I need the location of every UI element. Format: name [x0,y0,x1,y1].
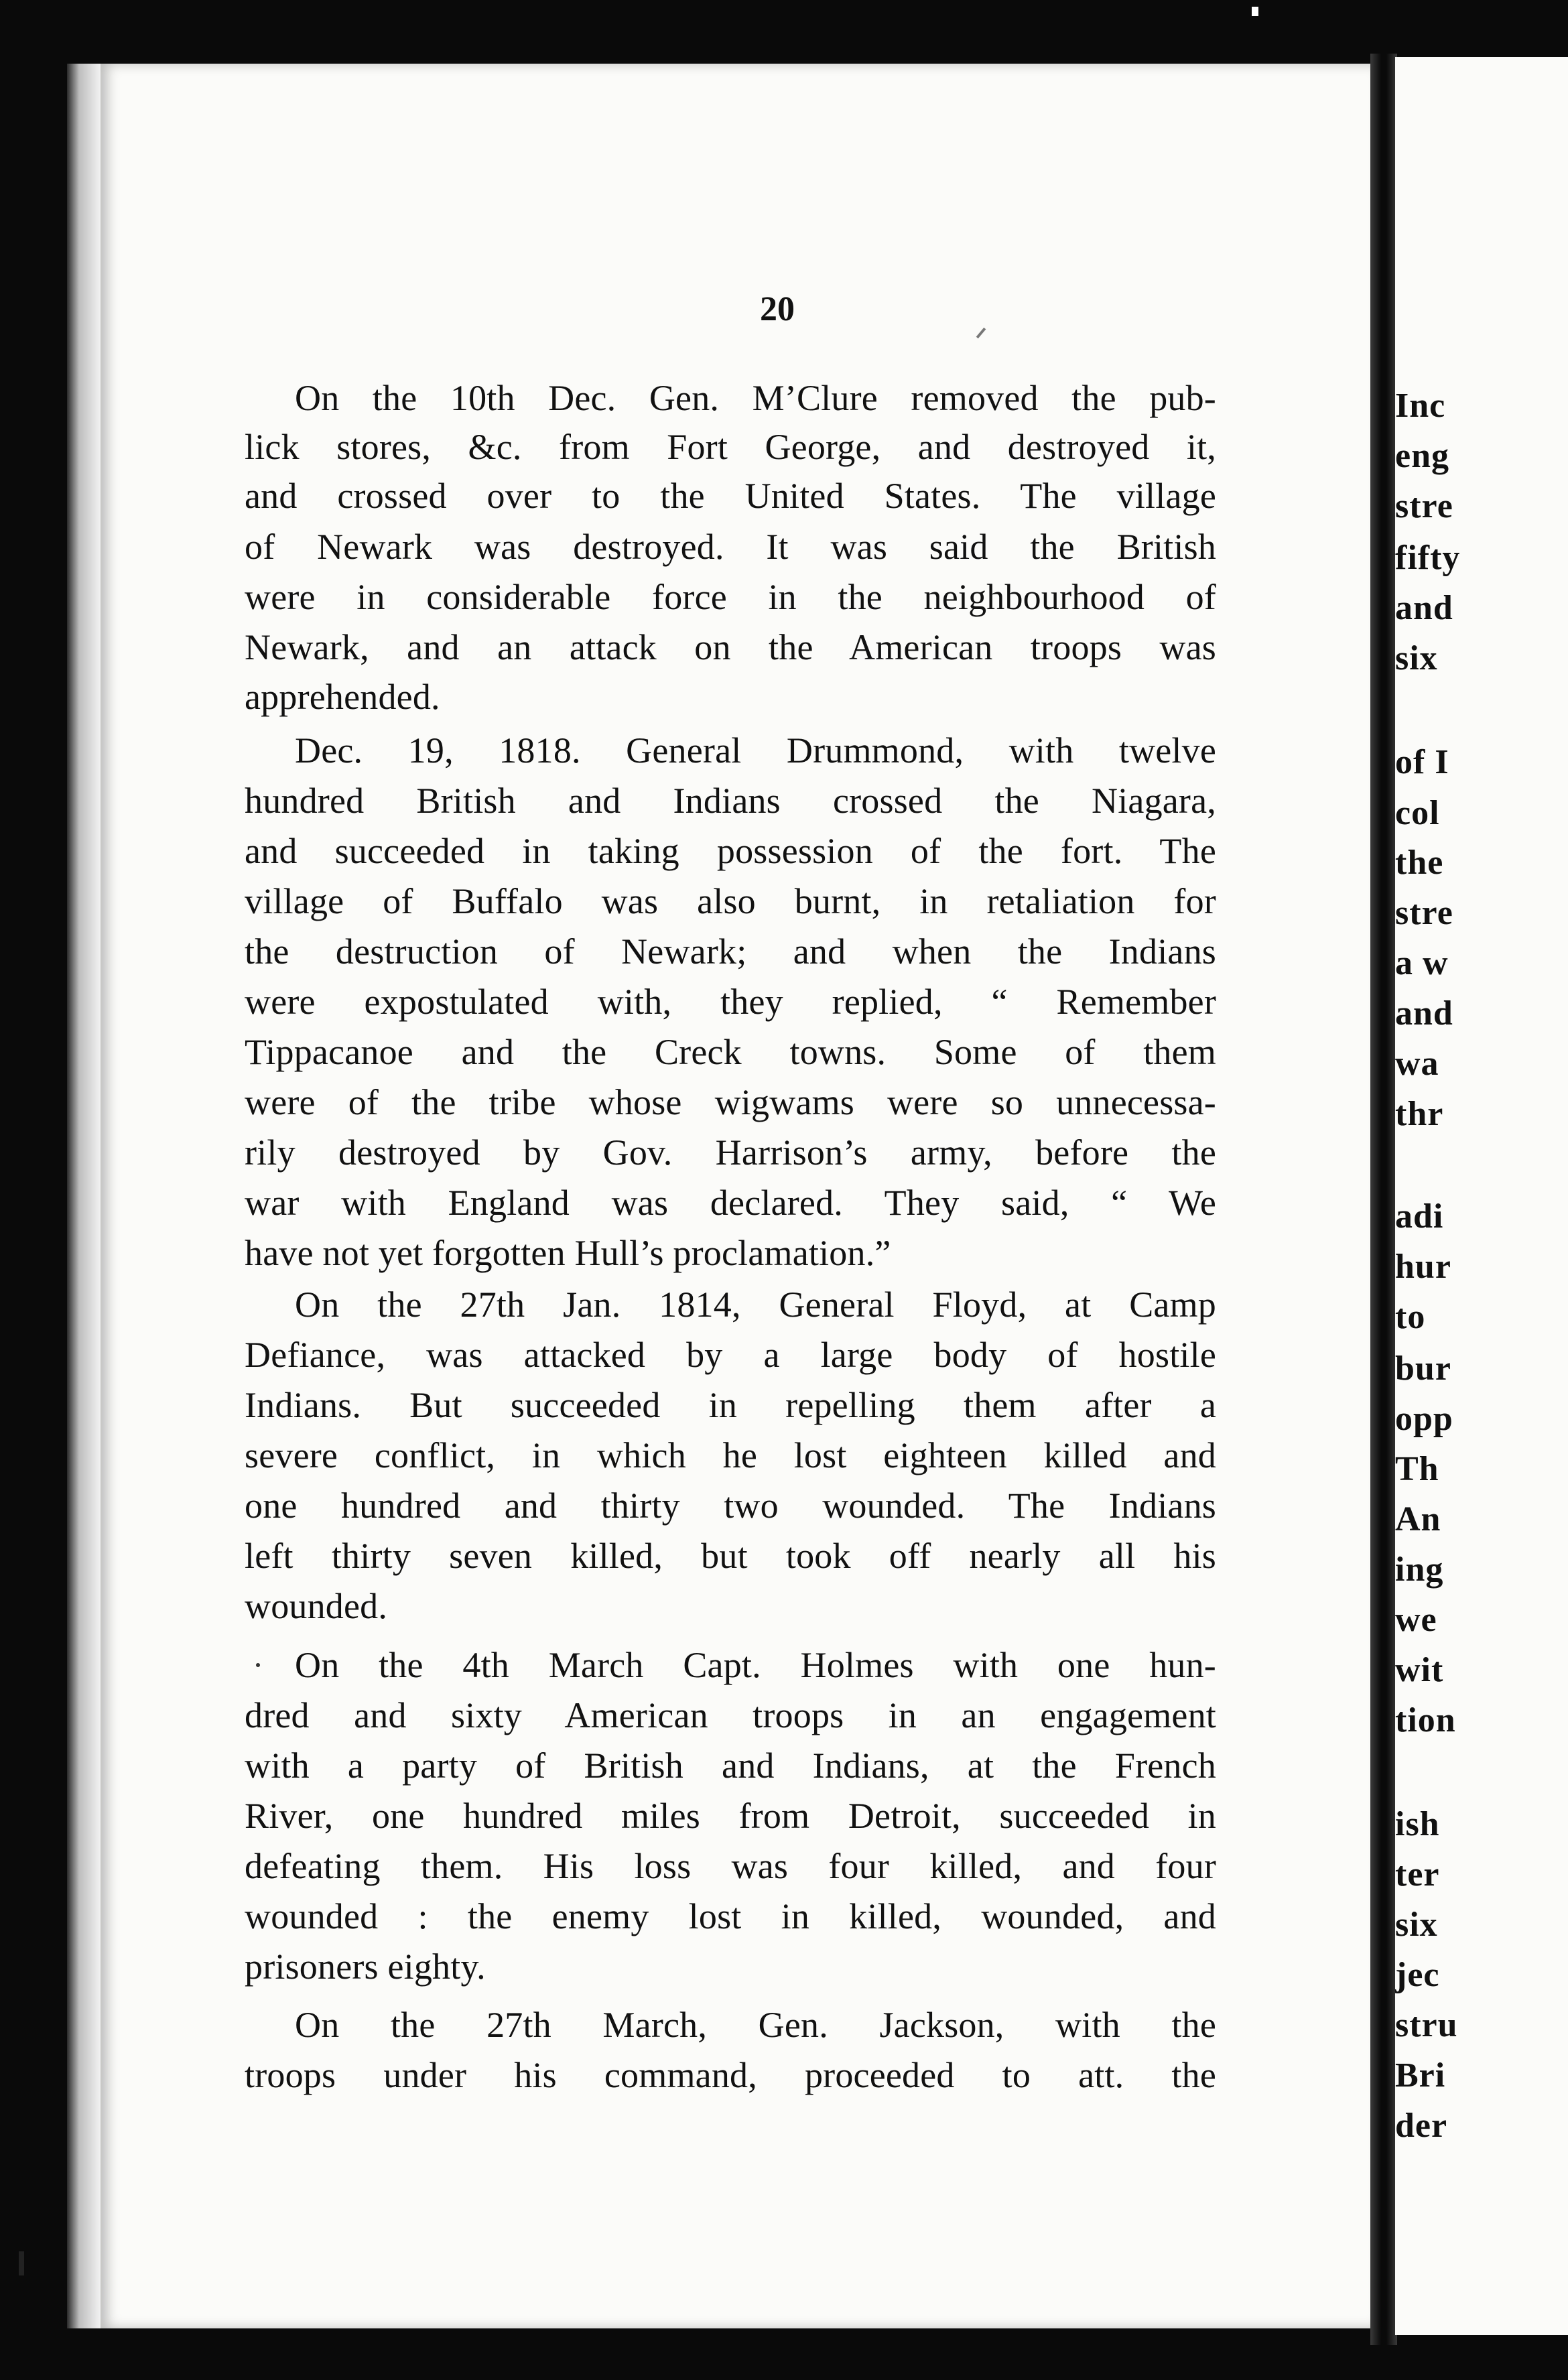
scan-speck [1252,7,1258,16]
body-text-line: On the 10th Dec. Gen. M’Clure removed the pub- [295,378,1216,418]
right-page-fragment: six [1395,639,1438,677]
body-text-line: River, one hundred miles from Detroit, succeeded in [245,1796,1216,1836]
body-text-line: lick stores, &c. from Fort George, and destroyed it, [245,427,1216,467]
right-page-fragment: col [1395,794,1440,832]
body-text-line: one hundred and thirty two wounded. The Indians [245,1485,1216,1526]
body-text-line: were in considerable force in the neighbourhood of [245,577,1216,617]
body-text-line: Dec. 19, 1818. General Drummond, with twelve [295,730,1216,771]
right-page-fragment: ing [1395,1550,1444,1589]
right-page-fragment: ter [1395,1855,1440,1894]
right-page-fragment: jec [1395,1956,1440,1994]
body-text-line: Newark, and an attack on the American troops was [245,627,1216,667]
right-page-fragment: to [1395,1298,1426,1336]
body-text-line: On the 4th March Capt. Holmes with one hun- [295,1645,1216,1685]
right-page [1395,57,1568,2335]
body-text-line: hundred British and Indians crossed the Niagara, [245,781,1216,821]
right-page-fragment: wa [1395,1045,1439,1083]
right-page-fragment: of I [1395,743,1449,781]
body-text-line: defeating them. His loss was four killed, and four [245,1846,1216,1886]
body-text-line: and crossed over to the United States. The village [245,476,1216,516]
right-page-fragment: the [1395,844,1444,882]
body-text-line: dred and sixty American troops in an engagement [245,1695,1216,1735]
body-text-line: have not yet forgotten Hull’s proclamation.” [245,1233,891,1273]
body-text-line: the destruction of Newark; and when the Indians [245,931,1216,972]
right-page-fragment: fifty [1395,539,1461,577]
body-text-line: were expostulated with, they replied, “ Remember [245,982,1216,1022]
right-page-fragment: der [1395,2107,1448,2145]
right-page-fragment: a w [1395,944,1449,982]
right-page-fragment: tion [1395,1701,1456,1739]
body-text-line: Tippacanoe and the Creck towns. Some of them [245,1032,1216,1072]
body-text-line: with a party of British and Indians, at the French [245,1745,1216,1786]
body-text-line: wounded : the enemy lost in killed, wounded, and [245,1896,1216,1936]
body-text-line: severe conflict, in which he lost eighteen killed and [245,1435,1216,1475]
right-page-fragment: opp [1395,1400,1453,1438]
right-page-fragment: wit [1395,1651,1444,1689]
scan-background [0,0,1568,54]
right-page-fragment: Bri [1395,2056,1446,2095]
right-page-fragment: eng [1395,437,1449,475]
stray-dot [256,1663,260,1667]
right-page-fragment: bur [1395,1349,1451,1388]
page-number: 20 [760,290,795,328]
right-page-fragment: hur [1395,1248,1451,1286]
right-page-fragment: we [1395,1601,1437,1639]
body-text-line: war with England was declared. They said, “ We [245,1183,1216,1223]
right-page-fragment: stru [1395,2006,1458,2044]
body-text-line: were of the tribe whose wigwams were so unnecessa- [245,1082,1216,1122]
right-page-fragment: six [1395,1906,1438,1944]
body-text-line: Indians. But succeeded in repelling them after a [245,1385,1216,1425]
body-text-line: wounded. [245,1586,388,1626]
book-gutter [1370,54,1397,2345]
body-text-line: troops under his command, proceeded to att. the [245,2055,1216,2095]
body-text-line: Defiance, was attacked by a large body of hostile [245,1335,1216,1375]
body-text-line: prisoners eighty. [245,1946,486,1987]
right-page-fragment: Th [1395,1450,1439,1488]
right-page-fragment: ish [1395,1805,1440,1843]
right-page-fragment: and [1395,994,1453,1033]
right-page-fragment: thr [1395,1095,1444,1133]
body-text-line: left thirty seven killed, but took off nearly all his [245,1536,1216,1576]
body-text-line: and succeeded in taking possession of the fort. The [245,831,1216,871]
body-text-line: apprehended. [245,677,440,717]
body-text-line: village of Buffalo was also burnt, in retaliation for [245,881,1216,921]
right-page-fragment: stre [1395,894,1453,932]
scan-speck [19,2251,24,2275]
body-text-line: of Newark was destroyed. It was said the British [245,527,1216,567]
right-page-fragment: and [1395,589,1453,627]
right-page-fragment: An [1395,1500,1441,1538]
body-text-line: On the 27th March, Gen. Jackson, with the [295,2005,1216,2045]
right-page-fragment: stre [1395,487,1453,525]
body-text-line: rily destroyed by Gov. Harrison’s army, before the [245,1132,1216,1173]
right-page-fragment: adi [1395,1197,1444,1236]
body-text-line: On the 27th Jan. 1814, General Floyd, at Camp [295,1284,1216,1325]
right-page-fragment: Inc [1395,387,1446,425]
